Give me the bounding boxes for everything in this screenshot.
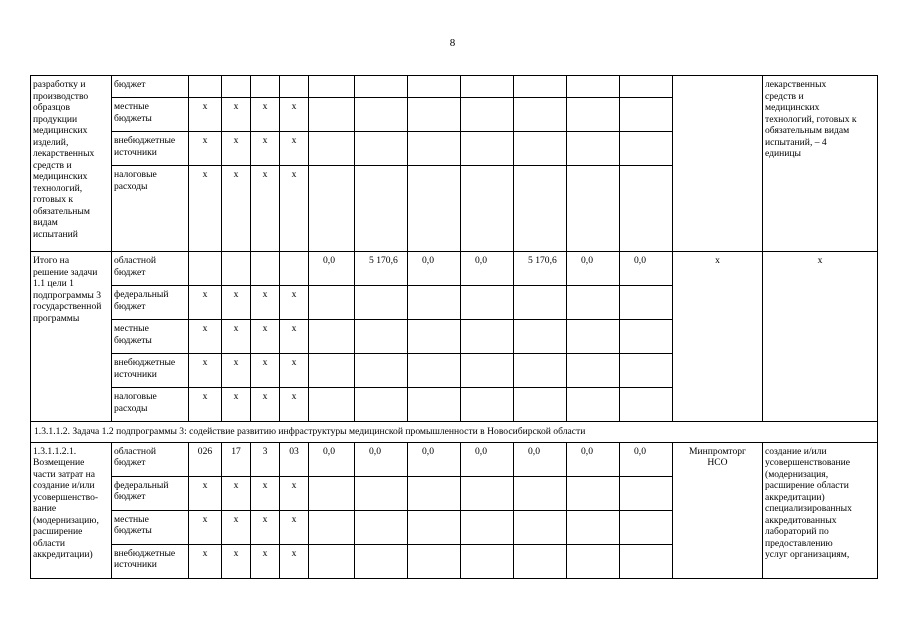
amount-cell — [514, 166, 567, 252]
budget-code-cell — [222, 252, 251, 286]
budget-code-cell: х — [280, 166, 309, 252]
amount-cell — [408, 76, 461, 98]
amount-cell — [514, 132, 567, 166]
amount-cell — [355, 510, 408, 544]
budget-code-cell: х — [189, 388, 222, 422]
table-row — [31, 442, 878, 476]
amount-cell — [514, 354, 567, 388]
amount-cell — [408, 544, 461, 578]
amount-cell — [567, 286, 620, 320]
funding-source: федеральный бюджет — [112, 476, 189, 510]
amount-cell — [620, 510, 673, 544]
budget-code-cell: х — [280, 286, 309, 320]
amount-cell — [620, 166, 673, 252]
funding-source: областной бюджет — [112, 442, 189, 476]
amount-cell — [461, 286, 514, 320]
amount-cell: 0,0 — [309, 252, 355, 286]
budget-code-cell: х — [189, 354, 222, 388]
executor-cell — [673, 76, 763, 252]
amount-cell — [514, 388, 567, 422]
amount-cell — [309, 286, 355, 320]
funding-source: местные бюджеты — [112, 98, 189, 132]
amount-cell — [309, 388, 355, 422]
budget-code-cell: х — [222, 476, 251, 510]
budget-code-cell: х — [251, 388, 280, 422]
budget-code-cell: х — [189, 510, 222, 544]
amount-cell — [461, 98, 514, 132]
budget-code-cell: х — [222, 510, 251, 544]
amount-cell — [408, 320, 461, 354]
amount-cell — [567, 476, 620, 510]
amount-cell — [567, 166, 620, 252]
amount-cell — [355, 166, 408, 252]
budget-code-cell: х — [251, 320, 280, 354]
amount-cell — [461, 320, 514, 354]
amount-cell — [355, 320, 408, 354]
amount-cell — [461, 510, 514, 544]
funding-source: местные бюджеты — [112, 510, 189, 544]
amount-cell — [620, 388, 673, 422]
amount-cell — [461, 544, 514, 578]
budget-code-cell: х — [222, 166, 251, 252]
funding-source: внебюджетные источники — [112, 132, 189, 166]
amount-cell — [408, 166, 461, 252]
executor-cell: х — [673, 252, 763, 422]
budget-code-cell: х — [189, 476, 222, 510]
amount-cell — [514, 76, 567, 98]
amount-cell: 0,0 — [461, 442, 514, 476]
amount-cell — [461, 132, 514, 166]
amount-cell: 0,0 — [567, 252, 620, 286]
budget-code-cell: х — [251, 544, 280, 578]
amount-cell: 0,0 — [620, 442, 673, 476]
budget-code-cell — [189, 252, 222, 286]
amount-cell: 0,0 — [309, 442, 355, 476]
amount-cell — [620, 98, 673, 132]
amount-cell — [355, 286, 408, 320]
budget-code-cell: х — [222, 544, 251, 578]
budget-code-cell — [251, 252, 280, 286]
result-cell: лекарственных средств и медицинских технологий, готовых к обязательным видам испытаний, – 4 единицы — [763, 76, 878, 252]
section-heading: 1.3.1.1.2. Задача 1.2 подпрограммы 3: содействие развитию инфраструктуры медицинской промышленности в Новосибирской области — [31, 422, 878, 443]
amount-cell — [514, 510, 567, 544]
budget-code-cell: 3 — [251, 442, 280, 476]
amount-cell — [309, 132, 355, 166]
budget-code-cell: х — [189, 166, 222, 252]
amount-cell — [408, 132, 461, 166]
budget-code-cell: х — [222, 320, 251, 354]
amount-cell — [309, 76, 355, 98]
budget-code-cell: 17 — [222, 442, 251, 476]
amount-cell — [514, 98, 567, 132]
amount-cell — [355, 388, 408, 422]
amount-cell — [620, 476, 673, 510]
amount-cell: 0,0 — [408, 252, 461, 286]
amount-cell: 0,0 — [567, 442, 620, 476]
amount-cell — [408, 476, 461, 510]
amount-cell — [620, 132, 673, 166]
amount-cell: 5 170,6 — [514, 252, 567, 286]
budget-code-cell: 03 — [280, 442, 309, 476]
amount-cell — [567, 388, 620, 422]
budget-code-cell: х — [189, 98, 222, 132]
table-row — [31, 252, 878, 286]
amount-cell — [620, 286, 673, 320]
amount-cell: 0,0 — [355, 442, 408, 476]
funding-source: бюджет — [112, 76, 189, 98]
amount-cell — [620, 320, 673, 354]
funding-source: налоговые расходы — [112, 166, 189, 252]
budget-code-cell: 026 — [189, 442, 222, 476]
amount-cell — [309, 320, 355, 354]
amount-cell — [408, 388, 461, 422]
amount-cell — [309, 510, 355, 544]
amount-cell — [461, 476, 514, 510]
budget-code-cell: х — [222, 354, 251, 388]
amount-cell: 0,0 — [461, 252, 514, 286]
budget-code-cell: х — [280, 544, 309, 578]
amount-cell — [567, 510, 620, 544]
budget-code-cell: х — [251, 166, 280, 252]
amount-cell — [309, 354, 355, 388]
executor-cell: Минпромторг НСО — [673, 442, 763, 578]
amount-cell — [461, 388, 514, 422]
budget-code-cell: х — [251, 354, 280, 388]
amount-cell — [355, 76, 408, 98]
amount-cell — [567, 76, 620, 98]
amount-cell — [309, 98, 355, 132]
amount-cell — [309, 166, 355, 252]
budget-code-cell: х — [189, 320, 222, 354]
funding-source: местные бюджеты — [112, 320, 189, 354]
budget-code-cell: х — [251, 98, 280, 132]
amount-cell — [620, 354, 673, 388]
budget-code-cell: х — [280, 388, 309, 422]
amount-cell — [461, 354, 514, 388]
budget-code-cell — [189, 76, 222, 98]
budget-code-cell: х — [280, 510, 309, 544]
amount-cell — [408, 354, 461, 388]
budget-code-cell — [222, 76, 251, 98]
row-label: разработку и производство образцов продукции медицинских изделий, лекарственных средств и медицинских технологий, готовых к обязательным видам испытаний — [31, 76, 112, 252]
amount-cell — [514, 320, 567, 354]
funding-source: федеральный бюджет — [112, 286, 189, 320]
budget-code-cell: х — [189, 132, 222, 166]
budget-code-cell: х — [222, 132, 251, 166]
amount-cell — [408, 286, 461, 320]
amount-cell — [355, 98, 408, 132]
amount-cell — [355, 132, 408, 166]
budget-code-cell — [280, 76, 309, 98]
budget-code-cell: х — [251, 510, 280, 544]
amount-cell — [514, 286, 567, 320]
amount-cell: 0,0 — [620, 252, 673, 286]
amount-cell — [567, 98, 620, 132]
budget-code-cell: х — [280, 132, 309, 166]
result-cell: х — [763, 252, 878, 422]
amount-cell — [567, 354, 620, 388]
row-label: Итого на решение задачи 1.1 цели 1 подпрограммы 3 государственной программы — [31, 252, 112, 422]
budget-code-cell: х — [222, 98, 251, 132]
amount-cell — [355, 354, 408, 388]
amount-cell — [461, 166, 514, 252]
table-row — [31, 76, 878, 98]
amount-cell — [408, 98, 461, 132]
budget-code-cell: х — [251, 476, 280, 510]
budget-code-cell: х — [189, 286, 222, 320]
amount-cell: 5 170,6 — [355, 252, 408, 286]
budget-code-cell: х — [251, 132, 280, 166]
amount-cell — [567, 544, 620, 578]
funding-source: областной бюджет — [112, 252, 189, 286]
funding-source: налоговые расходы — [112, 388, 189, 422]
funding-source: внебюджетные источники — [112, 354, 189, 388]
amount-cell — [355, 544, 408, 578]
amount-cell — [408, 510, 461, 544]
amount-cell: 0,0 — [514, 442, 567, 476]
budget-code-cell: х — [251, 286, 280, 320]
budget-code-cell: х — [222, 388, 251, 422]
row-label: 1.3.1.1.2.1. Возмещение части затрат на создание и/или усовершенство- вание (модернизацию, расширение области аккредитации) — [31, 442, 112, 578]
amount-cell — [309, 476, 355, 510]
program-funding-table — [30, 75, 878, 579]
amount-cell — [309, 544, 355, 578]
budget-code-cell: х — [280, 476, 309, 510]
amount-cell — [567, 320, 620, 354]
budget-code-cell — [280, 252, 309, 286]
amount-cell — [461, 76, 514, 98]
budget-code-cell: х — [189, 544, 222, 578]
page-number: 8 — [449, 37, 456, 49]
amount-cell — [620, 76, 673, 98]
result-cell: создание и/или усовершенствование (модернизация, расширение области аккредитации) специализированных аккредитованных лабораторий по предоставлению услуг организациям, — [763, 442, 878, 578]
section-heading-row — [31, 422, 878, 443]
amount-cell — [514, 476, 567, 510]
budget-code-cell: х — [280, 98, 309, 132]
amount-cell — [620, 544, 673, 578]
amount-cell: 0,0 — [408, 442, 461, 476]
budget-code-cell: х — [280, 354, 309, 388]
funding-source: внебюджетные источники — [112, 544, 189, 578]
budget-code-cell: х — [222, 286, 251, 320]
amount-cell — [514, 544, 567, 578]
amount-cell — [567, 132, 620, 166]
budget-code-cell — [251, 76, 280, 98]
amount-cell — [355, 476, 408, 510]
budget-code-cell: х — [280, 320, 309, 354]
